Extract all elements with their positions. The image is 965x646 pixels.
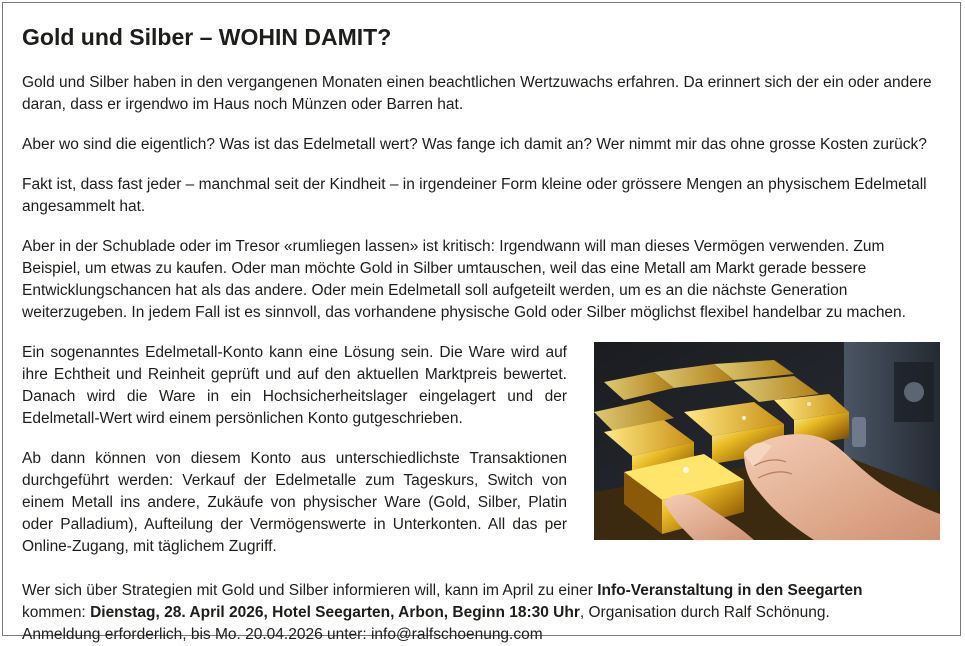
two-column-section [22,342,940,576]
text-column [22,342,567,576]
event-details: Dienstag, 28. April 2026, Hotel Seegarten, Arbon, Beginn 18:30 Uhr [90,604,580,621]
event-kommen-text: kommen: [22,604,91,621]
paragraph-drawer: Aber in der Schublade oder im Tresor «rumliegen lassen» ist kritisch: Irgendwann will man dieses Vermögen verwenden. Zum Beispiel, um etwas zu kaufen. Oder man möchte Gold in Silber umtauschen, weil das eine Metall am Markt gerade bessere Entwicklungschancen hat als das andere. Oder mein Edelmetall soll aufgeteilt werden, um es an die nächste Generation weiterzugeben. In jedem Fall ist es sinnvoll, das vorhandene physische Gold oder Silber möglichst flexibel handelbar zu machen. [22,238,906,321]
article-title: Gold und Silber – WOHIN DAMIT? [22,24,392,50]
paragraph-event [22,580,940,646]
image-column [594,342,940,576]
paragraph-account: Ein sogenanntes Edelmetall-Konto kann eine Lösung sein. Die Ware wird auf ihre Echtheit und Reinheit geprüft und auf den aktuellen Marktpreis bewertet. Danach wird die Ware in ein Hochsicherheitslager eingelagert und der Edelmetall-Wert wird einem persönlichen Konto gutgeschrieben. [22,344,567,427]
paragraph-intro: Gold und Silber haben in den vergangenen Monaten einen beachtlichen Wertzuwachs erfahren. Da erinnert sich der ein oder andere daran, dass er irgendwo im Haus noch Münzen oder Barren hat. [22,74,932,113]
event-intro-text: Wer sich über Strategien mit Gold und Silber informieren will, kann im April zu einer [22,582,598,599]
paragraph-fact: Fakt ist, dass fast jeder – manchmal seit der Kindheit – in irgendeiner Form kleine oder grössere Mengen an physischem Edelmetall angesammelt hat. [22,176,927,215]
paragraph-questions: Aber wo sind die eigentlich? Was ist das Edelmetall wert? Was fange ich damit an? Wer nimmt mir das ohne grosse Kosten zurück? [22,136,927,153]
paragraph-transactions: Ab dann können von diesem Konto aus unterschiedlichste Transaktionen durchgeführt werden: Verkauf der Edelmetalle zum Tageskurs, Switch von einem Metall ins andere, Zukäufe von physischer Ware (Gold, Silber, Platin oder Palladium), Aufteilung der Vermögenswerte in Unterkonten. All das per Online-Zugang, mit täglichem Zugriff. [22,450,567,555]
event-organisation: , Organisation durch Ralf Schönung. [579,604,830,621]
event-registration: Anmeldung erforderlich, bis Mo. 20.04.2026 unter: info@ralfschoenung.com [22,626,543,643]
gold-bars-photo [594,342,940,540]
article [22,22,940,646]
event-name: Info-Veranstaltung in den Seegarten [597,582,863,599]
